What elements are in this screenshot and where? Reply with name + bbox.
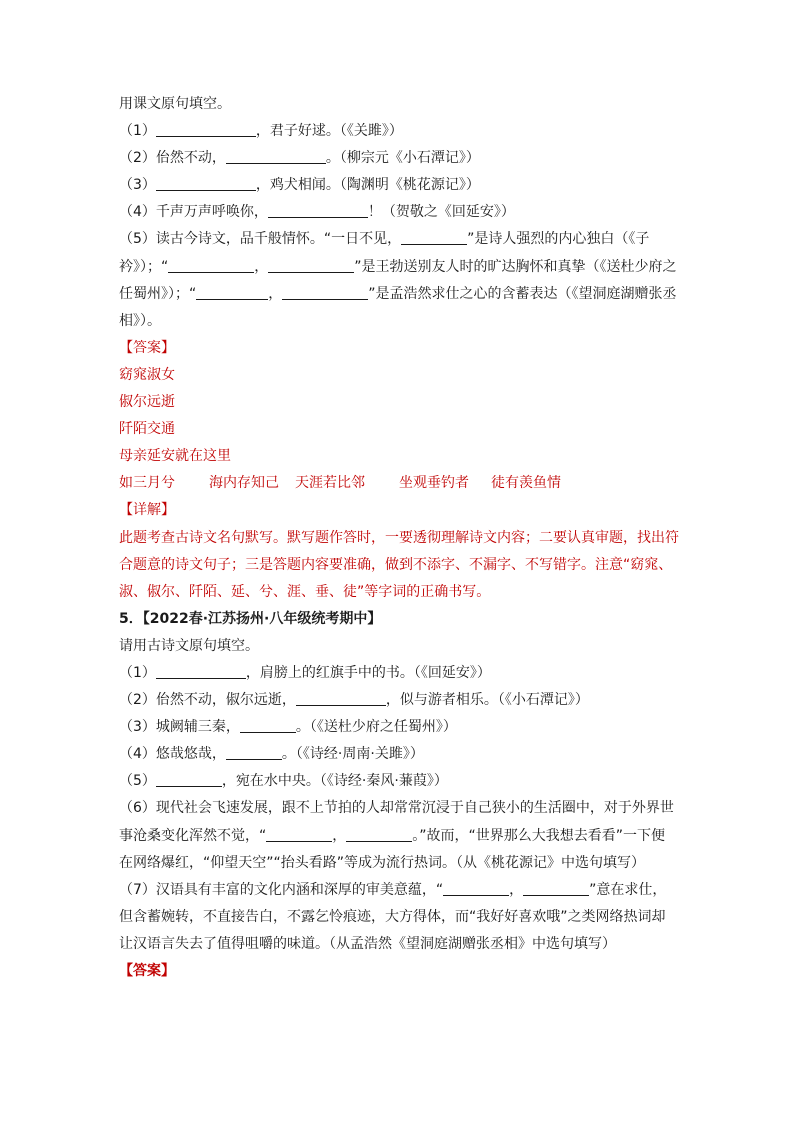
q5-item-7-text-c: ”意在求仕，但含蓄婉转，不直接告白，不露乞怜痕迹，大方得体，而“我好好喜欢哦”之类网络热词却让汉语言失去了值得咀嚼的味道。（从孟浩然《望洞庭湖赠张丞相》中选句填写） [119,881,667,952]
q4-item-1-prefix: （1） [119,123,156,140]
q4-item-4-suffix: ！（贺敬之《回延安》） [367,204,515,221]
answer-5-part: 海内存知己 [209,475,279,492]
fill-blank [268,257,354,273]
q4-item-2-prefix: （2）佁然不动， [119,150,226,167]
q4-answer-2: 俶尔远逝 [119,394,175,411]
q4-item-3-prefix: （3） [119,177,156,194]
fill-blank [156,121,256,137]
fill-blank [282,284,368,300]
q4-item-5-text-c: ， [254,258,269,275]
q4-item-2-suffix: 。（柳宗元《小石潭记》） [325,150,480,167]
q4-answer-4: 母亲延安就在这里 [119,448,231,465]
q4-item-5 [119,226,679,334]
q5-item-7-text-a: （7）汉语具有丰富的文化内涵和深厚的审美意蕴，“ [119,881,444,898]
fill-blank [443,880,509,896]
q4-answer-1: 窈窕淑女 [119,366,175,383]
q5-item-5 [119,768,679,795]
q4-item-3 [119,172,679,199]
answer-5-part: 徒有羡鱼情 [491,475,561,492]
fill-blank [226,148,326,164]
fill-blank [266,826,332,842]
q4-instruction: 用课文原句填空。 [119,96,231,112]
q4-item-5-text-a: （5）读古今诗文，品千般情怀。“一日不见， [119,231,402,248]
fill-blank [156,663,246,679]
q5-item-6-text-b: ， [332,827,347,844]
q5-item-1-prefix: （1） [119,664,156,681]
fill-blank [196,284,268,300]
q4-detail-label: 【详解】 [119,502,175,519]
q4-item-5-text-e: ， [268,285,283,302]
q5-heading: 5．【2022春·江苏扬州·八年级统考期中】 [119,610,382,627]
fill-blank [296,690,386,706]
fill-blank [523,880,589,896]
q4-item-3-suffix: ，鸡犬相闻。（陶渊明《桃花源记》） [255,177,480,194]
q5-item-6-text-c: 。”故而，“世界那么大我想去看看”一下便在网络爆红，“仰望天空”“抬头看路”等成为流行热词。（从《桃花源记》中选句填写） [119,827,666,871]
q5-item-6 [119,795,679,876]
q4-item-5-text-b: ”是诗人强烈的内心独白（《子衿》）；“ [119,231,650,275]
fill-blank [240,717,296,733]
fill-blank [268,202,368,218]
q5-item-6-text-a: （6）现代社会飞速发展，跟不上节拍的人却常常沉浸于自己狭小的生活圈中，对于外界世事沧桑变化浑然不觉，“ [119,800,674,844]
fill-blank [156,175,256,191]
q5-item-5-suffix: ，宛在水中央。（《诗经·秦风·蒹葭》） [221,773,448,790]
q4-item-5-text-d: ”是王勃送别友人时的旷达胸怀和真挚（《送杜少府之任蜀州》）；“ [119,258,677,302]
q5-item-4-prefix: （4）悠哉悠哉， [119,746,226,763]
fill-blank [346,826,412,842]
q4-detail-text: 此题考查古诗文名句默写。默写题作答时，一要透彻理解诗文内容；二要认真审题，找出符合题意的诗文句子；三是答题内容要准确，做到不添字、不漏字、不写错字。注意“窈窕、淑、俶尔、阡陌、延、兮、涯、垂、徒”等字词的正确书写。 [119,529,679,600]
q5-item-5-prefix: （5） [119,773,156,790]
q5-instruction: 请用古诗文原句填空。 [119,637,259,654]
fill-blank [226,744,282,760]
q5-answer-label: 【答案】 [119,963,175,979]
q4-item-4-prefix: （4）千声万声呼唤你， [119,204,268,221]
document-content [119,91,679,985]
answer-5-part: 天涯若比邻 [295,475,365,492]
fill-blank [156,771,222,787]
q5-item-1 [119,660,679,687]
q4-item-4 [119,199,679,226]
q5-item-3-prefix: （3）城阙辅三秦， [119,719,240,736]
q5-item-4-suffix: 。（《诗经·周南·关雎》） [281,746,424,763]
q4-item-5-text-f: ”是孟浩然求仕之心的含蓄表达（《望洞庭湖赠张丞相》）。 [119,285,677,329]
q5-item-7-text-b: ， [509,881,524,898]
q5-item-3-suffix: 。（《送杜少府之任蜀州》） [295,719,457,736]
q4-item-2 [119,145,679,172]
fill-blank [401,229,467,245]
q5-item-3 [119,714,679,741]
answer-5-part: 如三月兮 [119,475,175,492]
fill-blank [168,257,254,273]
q5-item-2-suffix: ，似与游者相乐。（《小石潭记》） [385,692,589,709]
q4-answer-label: 【答案】 [119,339,175,356]
q5-item-2 [119,687,679,714]
q5-item-4 [119,741,679,768]
q5-item-2-prefix: （2）佁然不动，俶尔远逝， [119,692,296,709]
q4-answer-5 [119,470,679,497]
q4-answer-3: 阡陌交通 [119,421,175,438]
q5-item-1-suffix: ，肩膀上的红旗手中的书。（《回延安》） [245,664,491,681]
q4-item-1 [119,118,679,145]
answer-5-part: 坐观垂钓者 [399,475,469,492]
q4-item-1-suffix: ，君子好逑。（《关雎》） [255,123,403,140]
q5-item-7 [119,877,679,958]
